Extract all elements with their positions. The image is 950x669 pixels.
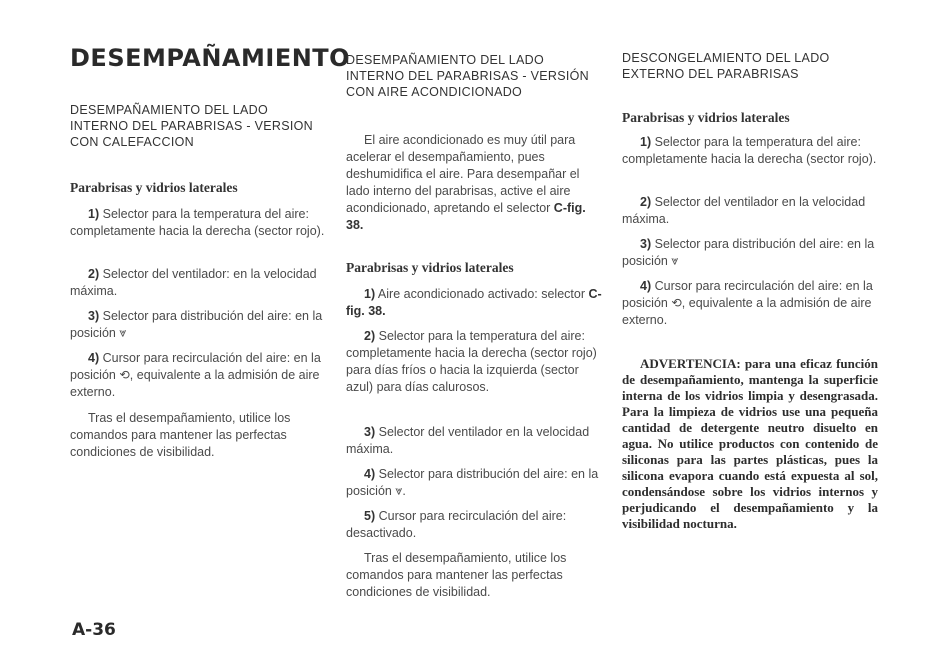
item-text: Selector del ventilador en la velocidad máxima. [346, 425, 590, 456]
list-item [346, 508, 602, 542]
list-item [622, 134, 878, 168]
item-number: 2) [88, 267, 100, 281]
closing-text: Tras el desempañamiento, utilice los comandos para mantener las perfectas condiciones de visibilidad. [346, 551, 567, 599]
item-text: Selector para la temperatura del aire: completamente hacia la derecha (sector rojo). [70, 207, 325, 238]
list-item [70, 266, 328, 300]
section-title [622, 50, 878, 82]
subsection-heading: Parabrisas y vidrios laterales [622, 110, 790, 125]
list-item [70, 308, 328, 342]
list-item [70, 206, 328, 240]
item-text: Cursor para recirculación del aire: desactivado. [346, 509, 567, 540]
list-item [622, 278, 878, 329]
list-item [346, 286, 602, 320]
section-title [70, 102, 328, 150]
warning-text: ADVERTENCIA: para una eficaz función de desempañamiento, mantenga la superficie interna de los vidrios limpia y desengrasada. Para la limpieza de vidrios use una pequeña cantidad de detergente neutro disuelto en agua. No utilice productos con contenido de siliconas para las partes plásticas, pues la silicona evapora cuando está expuesta al sol, condensándose sobre los vidrios internos y perjudicando el desempañamiento y la visibilidad nocturna. [622, 356, 878, 531]
item-number: 4) [640, 279, 652, 293]
closing-paragraph [70, 410, 328, 461]
item-text: Selector para distribución del aire: en la posición ⩔ [622, 237, 875, 268]
subtitle [346, 260, 602, 276]
item-text: Selector del ventilador: en la velocidad máxima. [70, 267, 317, 298]
item-number: 1) [364, 287, 376, 301]
closing-paragraph [346, 550, 602, 601]
item-number: 3) [640, 237, 652, 251]
subtitle [622, 110, 878, 126]
subsection-heading: Parabrisas y vidrios laterales [346, 260, 514, 275]
item-text: Selector para la temperatura del aire: completamente hacia la derecha (sector rojo). [622, 135, 877, 166]
list-item [70, 350, 328, 401]
closing-text: Tras el desempañamiento, utilice los comandos para mantener las perfectas condiciones de visibilidad. [70, 411, 291, 459]
section-title [346, 52, 602, 100]
page-number: A-36 [72, 620, 116, 640]
item-number: 3) [364, 425, 376, 439]
figure-reference: C-fig. 38. [346, 201, 586, 232]
warning-paragraph [622, 356, 878, 532]
item-text: Selector para distribución del aire: en la posición ⩔ [70, 309, 323, 340]
item-text: Selector para distribución del aire: en la posición ⩔. [346, 467, 599, 498]
list-item [346, 466, 602, 500]
item-text: Cursor para recirculación del aire: en la posición ⟲, equivalente a la admisión de aire externo. [622, 279, 873, 327]
item-number: 4) [88, 351, 100, 365]
item-text: Cursor para recirculación del aire: en la posición ⟲, equivalente a la admisión de aire externo. [70, 351, 321, 399]
item-text: Selector del ventilador en la velocidad máxima. [622, 195, 866, 226]
item-text: Aire acondicionado activado: selector [377, 287, 585, 301]
section-heading: DESCONGELAMIENTO DEL LADO EXTERNO DEL PARABRISAS [622, 51, 830, 81]
page-title: DESEMPAÑAMIENTO [70, 44, 351, 72]
item-number: 5) [364, 509, 376, 523]
item-number: 1) [640, 135, 652, 149]
subtitle [70, 180, 328, 196]
item-text: Selector para la temperatura del aire: completamente hacia la derecha (sector rojo) para días fríos o hacia la izquierda (sector azul) para días calurosos. [346, 329, 597, 394]
list-item [622, 236, 878, 270]
item-number: 1) [88, 207, 100, 221]
subsection-heading: Parabrisas y vidrios laterales [70, 180, 238, 195]
list-item [346, 328, 602, 396]
item-number: 4) [364, 467, 376, 481]
list-item [622, 194, 878, 228]
section-heading: DESEMPAÑAMIENTO DEL LADO INTERNO DEL PARABRISAS - VERSION CON CALEFACCION [70, 103, 313, 149]
intro-paragraph [346, 132, 602, 234]
figure-reference: C-fig. 38. [346, 287, 602, 318]
list-item [346, 424, 602, 458]
item-number: 2) [640, 195, 652, 209]
item-number: 2) [364, 329, 376, 343]
item-number: 3) [88, 309, 100, 323]
intro-text: El aire acondicionado es muy útil para acelerar el desempañamiento, pues deshumidifica el aire. Para desempañar el lado interno del parabrisas, active el aire acondicionado, apretando el selector [346, 133, 580, 215]
section-heading: DESEMPAÑAMIENTO DEL LADO INTERNO DEL PARABRISAS - VERSIÓN CON AIRE ACONDICIONADO [346, 53, 589, 99]
